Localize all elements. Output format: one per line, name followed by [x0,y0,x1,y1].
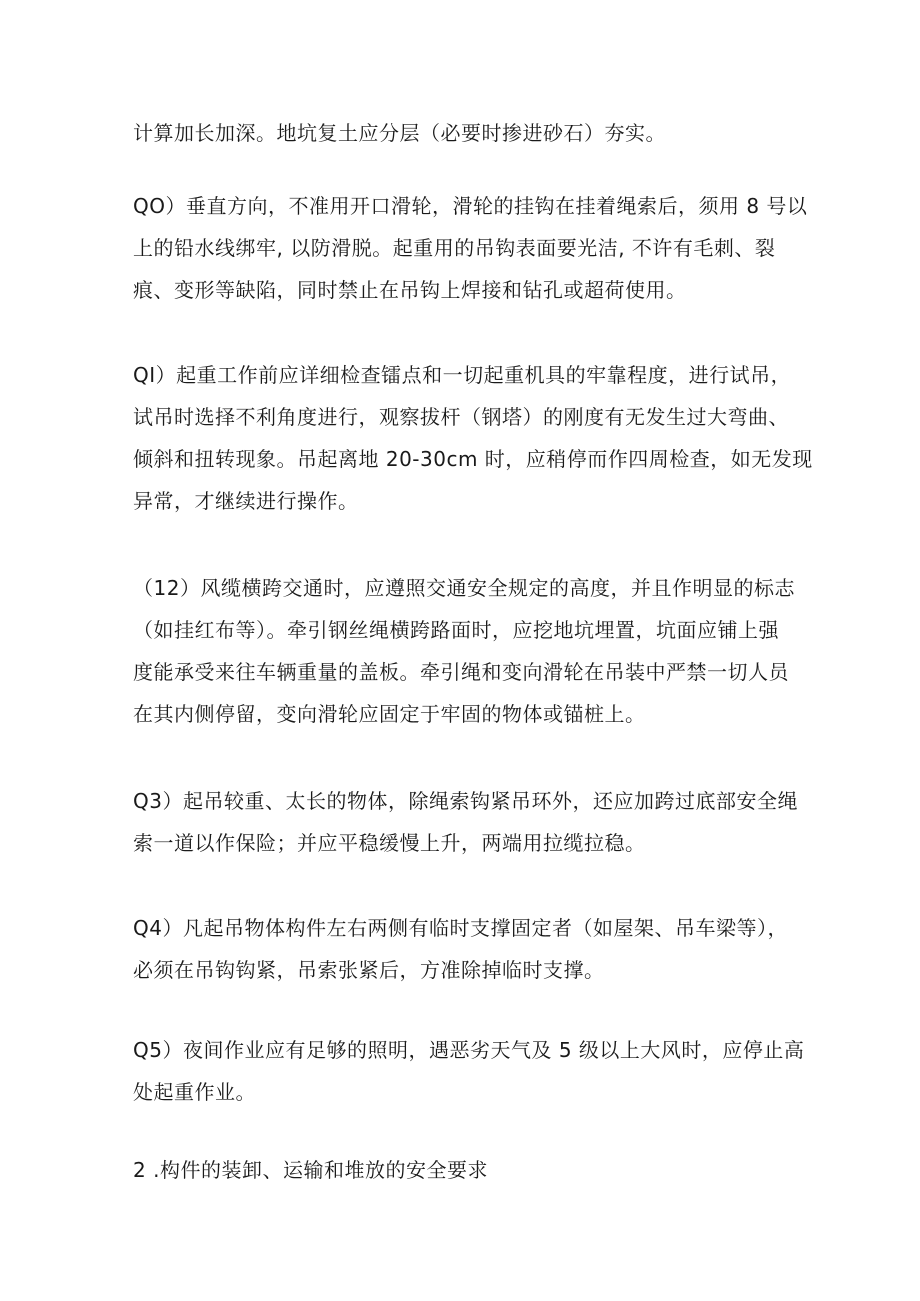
text-line: 倾斜和扭转现象。吊起离地 20-30cm 时，应稍停而作四周检查，如无发现 [133,447,813,471]
paragraph-item-10 [133,185,808,311]
text-line: 异常，才继续进行操作。 [133,489,359,513]
text-line: Q4）凡起吊物体构件左右两侧有临时支撑固定者（如屋架、吊车梁等）， [133,916,788,940]
text-line: 必须在吊钩钩紧，吊索张紧后，方准除掉临时支撑。 [133,958,605,982]
section-heading-transport [133,1149,793,1191]
text-line: （12）风缆横跨交通时，应遵照交通安全规定的高度，并且作明显的标志 [133,576,795,600]
paragraph-item-15 [133,1029,805,1113]
text-line: 痕、变形等缺陷，同时禁止在吊钩上焊接和钻孔或超荷使用。 [133,278,687,302]
text-line: Q3）起吊较重、太长的物体，除绳索钩紧吊环外，还应加跨过底部安全绳 [133,789,798,813]
paragraph-backfill [133,112,793,154]
paragraph-item-13 [133,780,798,864]
text-line: 上的铅水线绑牢, 以防滑脱。起重用的吊钩表面要光洁, 不许有毛刺、裂 [133,236,776,260]
text-line: 计算加长加深。地坑复土应分层（必要时掺进砂石）夯实。 [133,121,666,145]
text-line: 试吊时选择不利角度进行，观察拔杆（钢塔）的刚度有无发生过大弯曲、 [133,405,789,429]
paragraph-item-12 [133,567,793,735]
text-line: 2 .构件的装卸、运输和堆放的安全要求 [133,1158,488,1182]
paragraph-item-14 [133,907,793,991]
text-line: 度能承受来往车辆重量的盖板。牵引绳和变向滑轮在吊装中严禁一切人员 [133,660,789,684]
text-line: Q5）夜间作业应有足够的照明，遇恶劣天气及 5 级以上大风时，应停止高 [133,1038,805,1062]
text-line: QI）起重工作前应详细检查镭点和一切起重机具的牢靠程度，进行试吊， [133,363,792,387]
text-line: 在其内侧停留，变向滑轮应固定于牢固的物体或锚桩上。 [133,702,646,726]
text-line: （如挂红布等）。牵引钢丝绳横跨路面时，应挖地坑埋置，坑面应铺上强 [133,618,779,642]
text-line: QO）垂直方向，不准用开口滑轮，滑轮的挂钩在挂着绳索后，须用 8 号以 [133,194,808,218]
text-line: 索一道以作保险；并应平稳缓慢上升，两端用拉缆拉稳。 [133,831,646,855]
text-line: 处起重作业。 [133,1080,256,1104]
paragraph-item-11 [133,354,813,522]
